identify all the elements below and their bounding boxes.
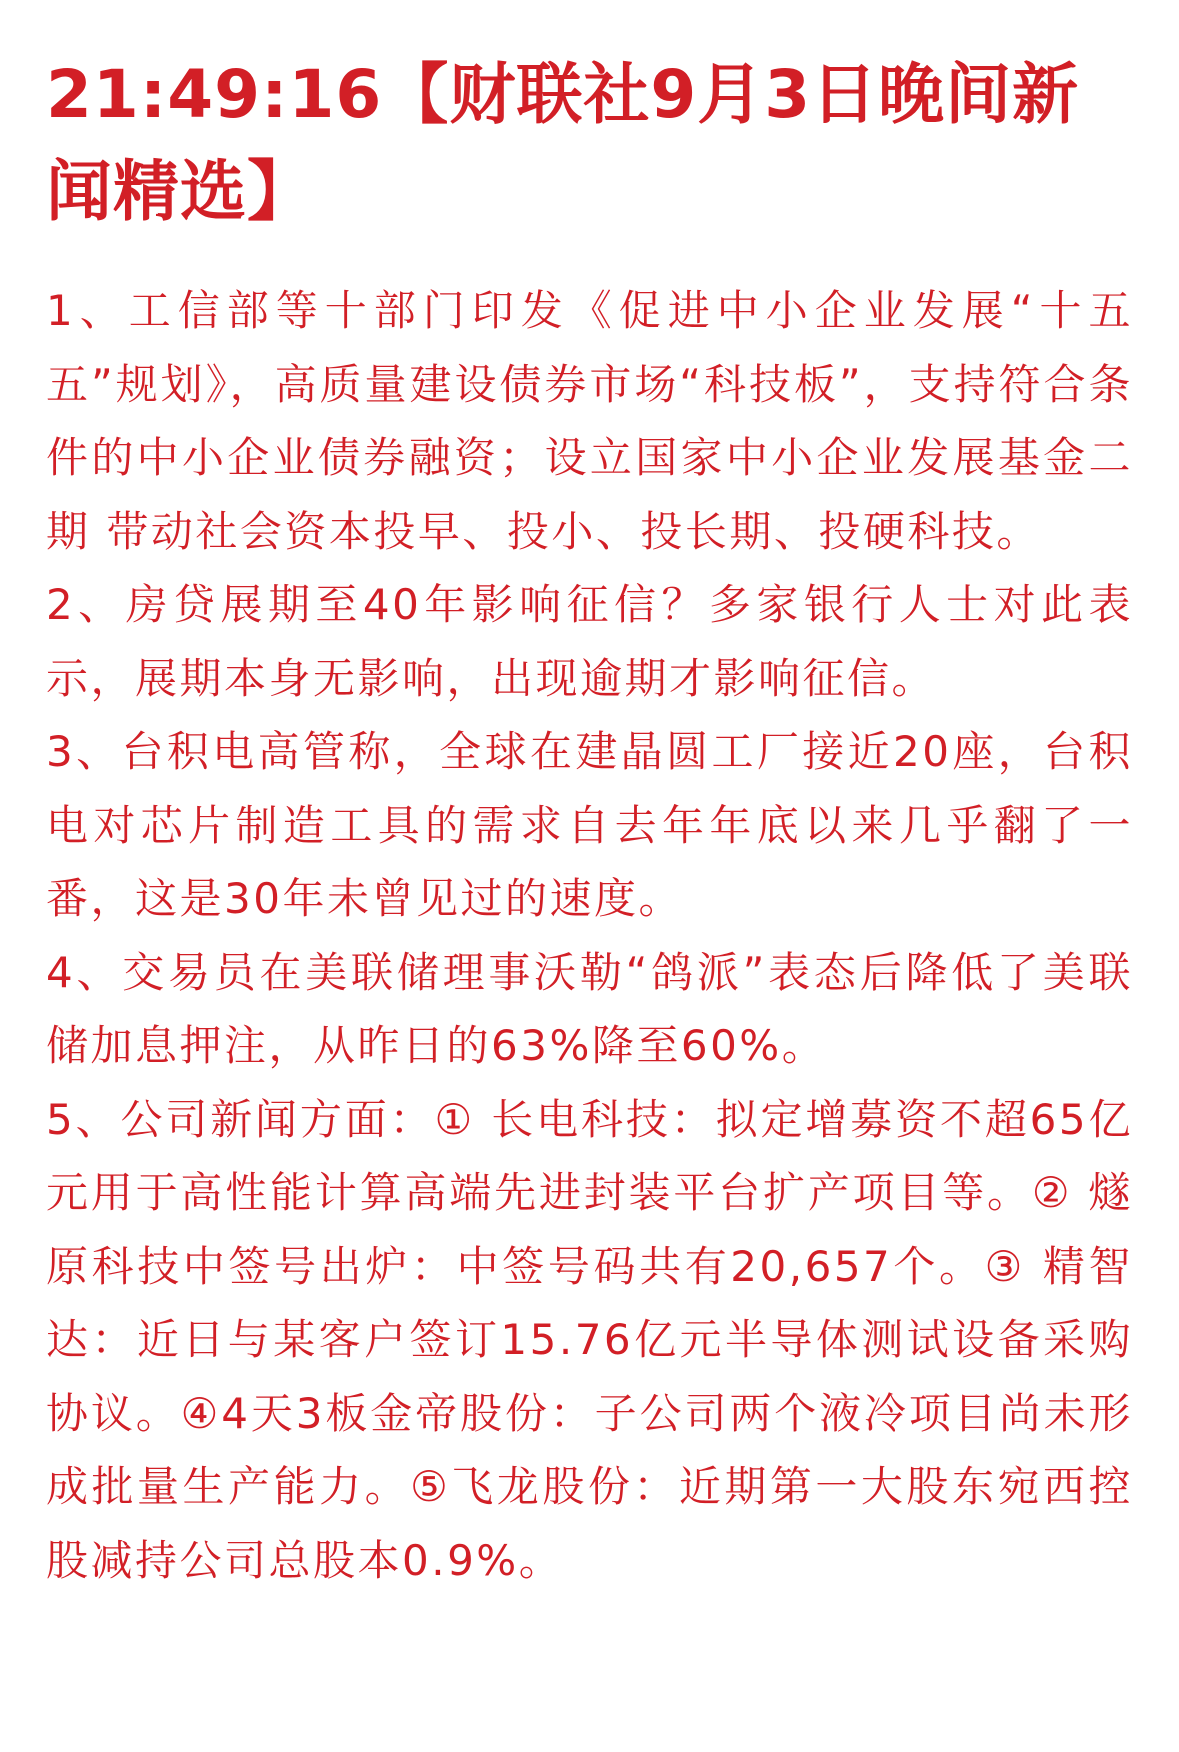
news-item-3: 3、台积电高管称，全球在建晶圆工厂接近20座，台积电对芯片制造工具的需求自去年年底以来几乎翻了一番，这是30年未曾见过的速度。	[46, 727, 1133, 923]
news-item-5: 5、公司新闻方面：① 长电科技：拟定增募资不超65亿元用于高性能计算高端先进封装平台扩产项目等。② 燧原科技中签号出炉：中签号码共有20,657个。③ 精智达：近日与某客户签订15.76亿元半导体测试设备采购协议。④4天3板金帝股份：子公司两个液冷项目尚未形成批量生产能力。⑤飞龙股份：近期第一大股东宛西控股减持公司总股本0.9%。	[46, 1094, 1133, 1585]
news-item-1: 1、工信部等十部门印发《促进中小企业发展“十五五”规划》，高质量建设债券市场“科技板”，支持符合条件的中小企业债券融资；设立国家中小企业发展基金二期 带动社会资本投早、投小、投长期、投硬科技。	[46, 286, 1133, 556]
news-item-2: 2、房贷展期至40年影响征信？多家银行人士对此表示，展期本身无影响，出现逾期才影响征信。	[46, 580, 1133, 703]
news-list	[46, 274, 1133, 1597]
headline: 21:49:16【财联社9月3日晚间新闻精选】	[46, 56, 1080, 230]
news-item-4: 4、交易员在美联储理事沃勒“鸽派”表态后降低了美联储加息押注，从昨日的63%降至60%。	[46, 947, 1133, 1070]
